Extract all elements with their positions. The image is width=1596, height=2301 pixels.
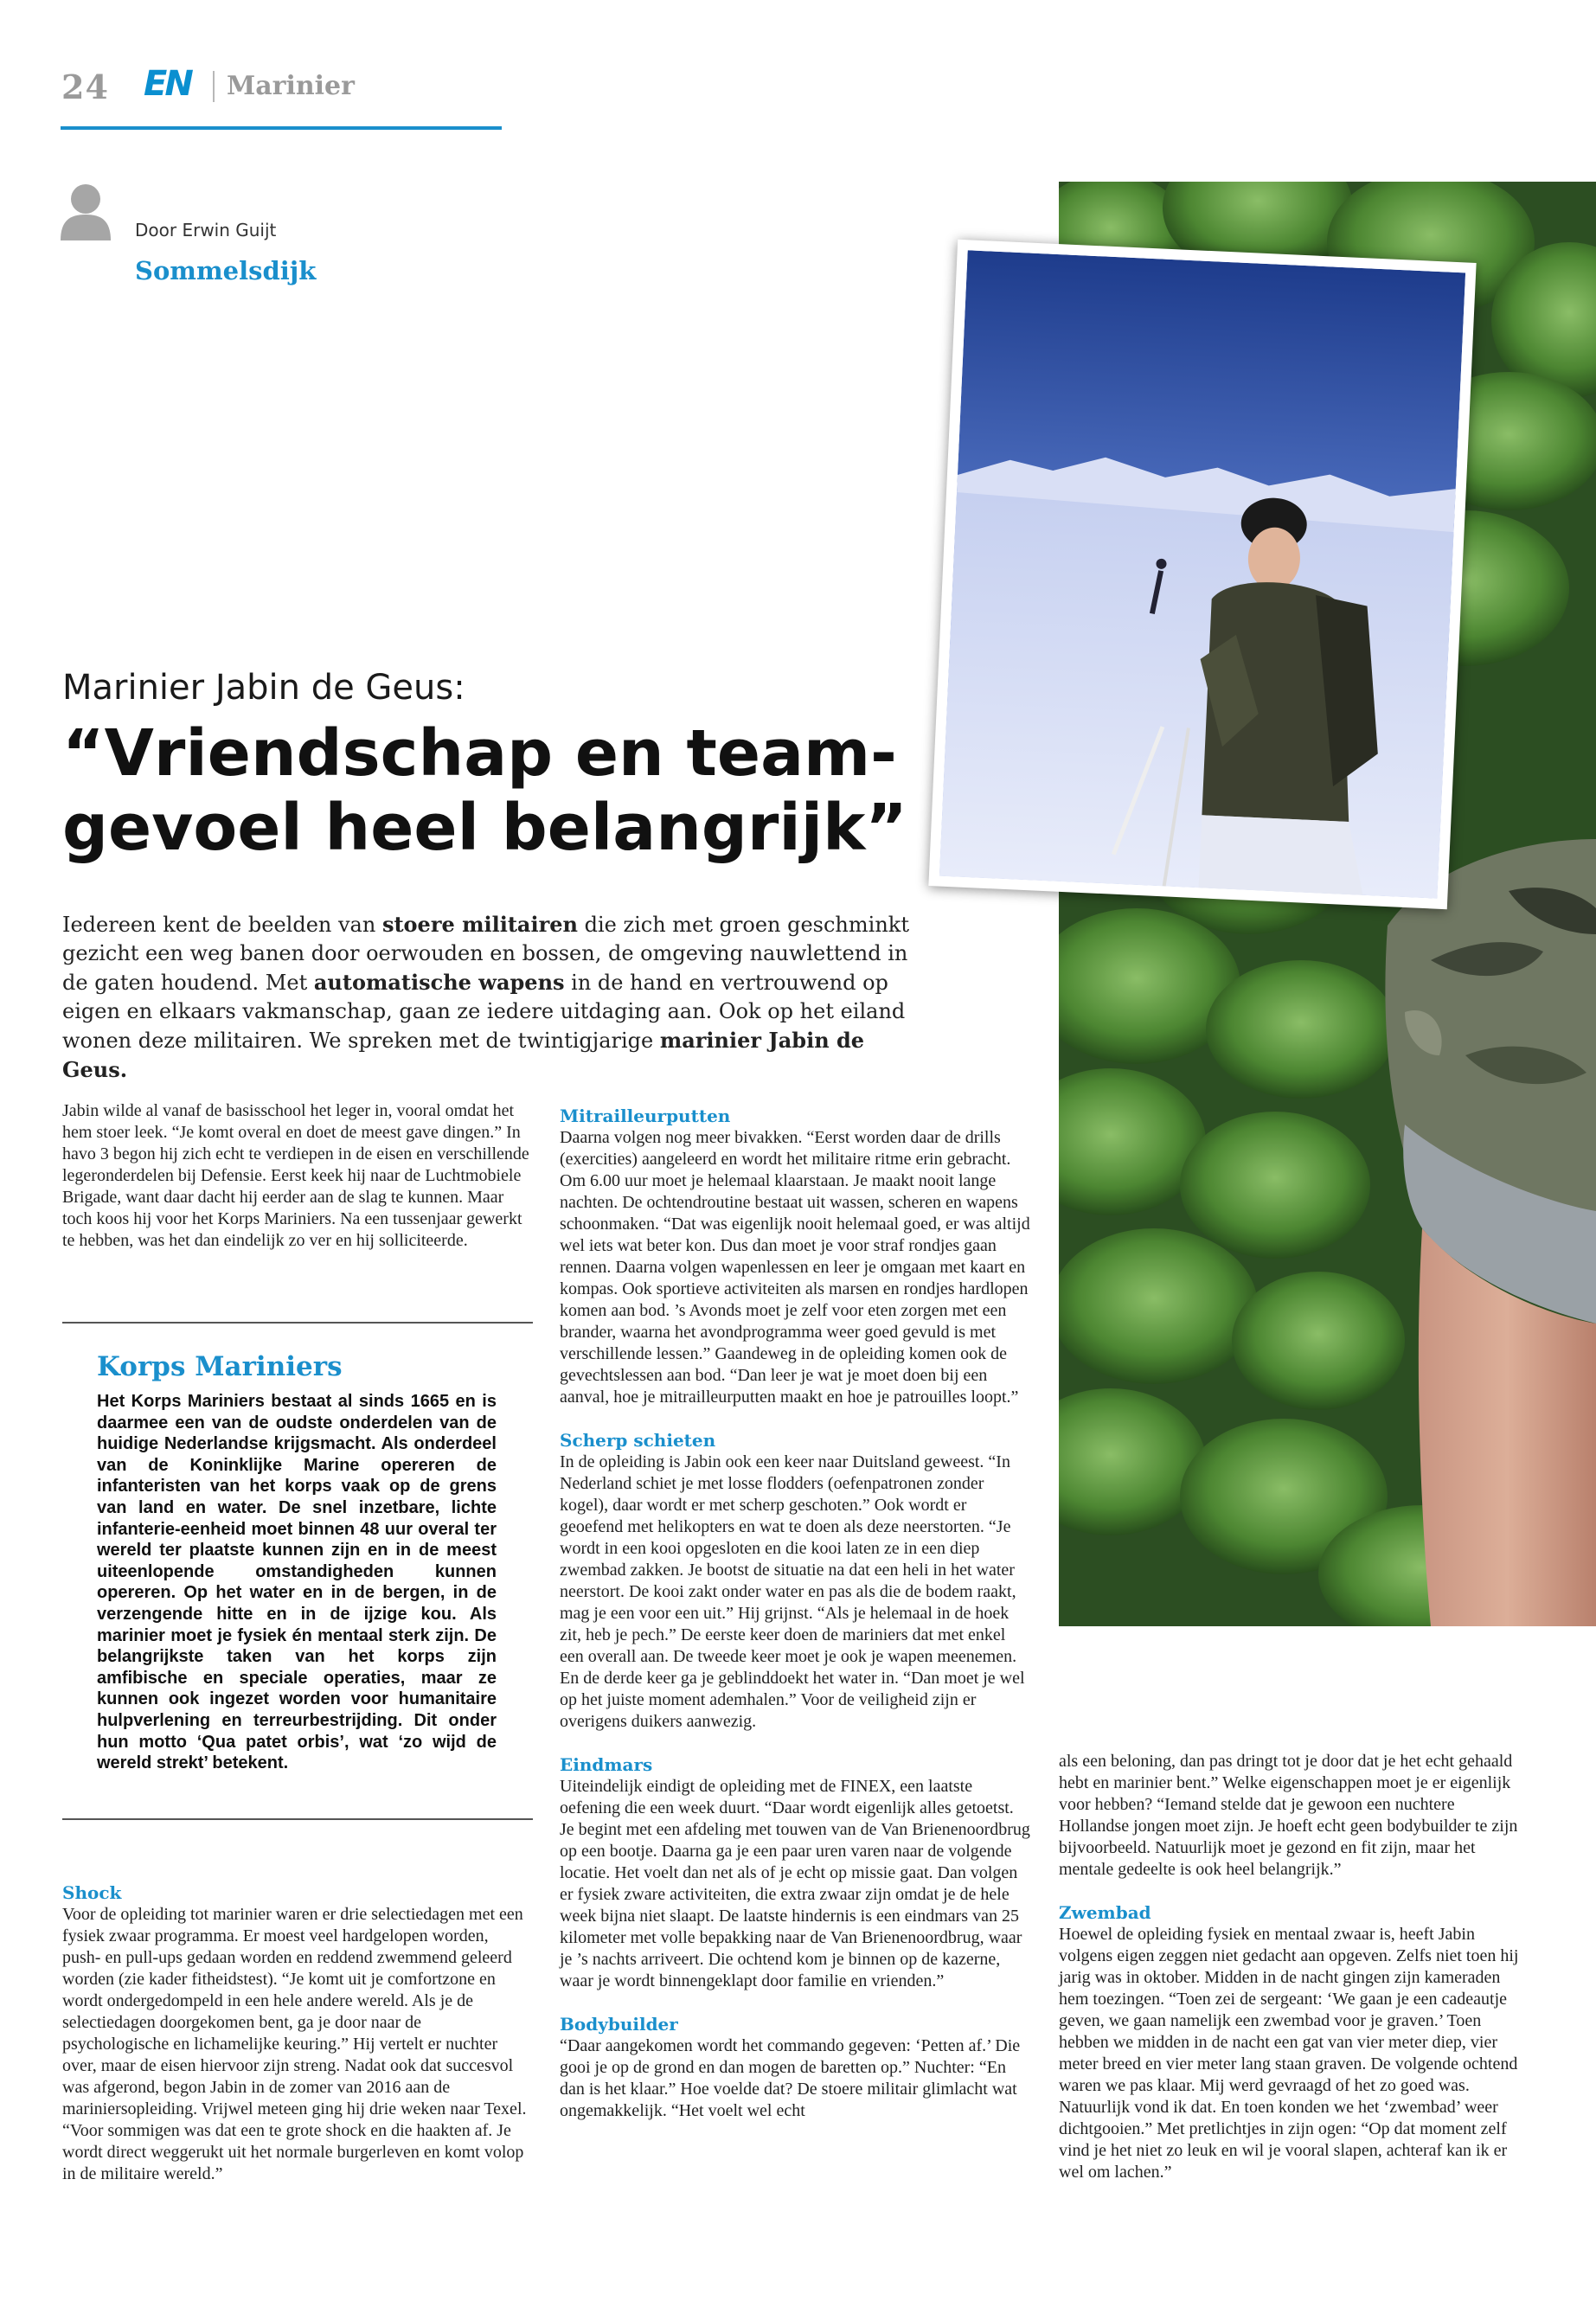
dateline-location: Sommelsdijk [135,256,317,285]
intro-text-3: in de hand en vertrouwend op eigen en elkaars vakmanschap, gaan ze iedere uitdaging aan. Ook op het eiland wonen deze militairen. We spreken met de twintigjarige [62,971,906,1053]
person-icon [61,182,111,240]
continuation-paragraph: als een beloning, dan pas dringt tot je door dat je het echt gehaald hebt en marinier bent.” Welke eigenschappen moet je er eigenlijk voor hebben? “Iemand stelde dat je gewoon een nuchtere Hollandse jongen moet zijn. Je hoeft echt geen bodybuilder te zijn bijvoorbeeld. Natuurlijk moet je gezond en fit zijn, maar het mentale gedeelte is ook heel belangrijk.” [1059,1752,1518,1879]
column-1-shock [62,1882,529,2185]
bodybuilder-paragraph: “Daar aangekomen wordt het commando gegeven: ‘Petten af.’ Die gooi je op de grond en dan mogen de baretten op.” Nuchter: “En dan is het klaar.” Hoe voelde dat? De stoere militair glimlacht wat ongemakkelijk. “Het voelt wel echt [560,2036,1021,2120]
article-intro [62,910,927,1085]
subhead-mitrailleurputten: Mitrailleurputten [560,1106,731,1126]
intro-text-1: Iedereen kent de beelden van [62,913,382,937]
snow-exercise-photo [928,240,1476,909]
article-headline [62,716,945,865]
intro-bold-2: automatische wapens [313,970,565,995]
shock-paragraph: Voor de opleiding tot marinier waren er drie selectiedagen met een fysiek zwaar programma. Er moest veel hardgelopen worden, push- en pull-ups gedaan worden en reddend zwemmend geleerd worden (zie kader fitheidstest). “Je komt uit je comfortzone en wordt ondergedompeld in een hele andere wereld. Als je de selectiedagen doorgekomen bent, ga je door naar de psychologische en lichamelijke keuring.” Hij vertelt er nuchter over, maar de eisen hiervoor zijn streng. Nadat ook dat succesvol was afgerond, begon Jabin in de zomer van 2016 aan de mariniersopleiding. Vrijwel meteen ging hij drie weken naar Texel. “Voor sommigen was dat een te grote shock en die haakten af. Je wordt direct weggerukt uit het normale burgerleven en komt volop in de militaire wereld.” [62,1905,527,2183]
box-top-rule [62,1322,533,1324]
intro-text-2: die zich met groen geschminkt gezicht een weg banen door oerwouden en bossen, de omgeving nauwlettend in de gaten houdend. Met [62,913,909,995]
header-rule [61,126,502,130]
section-name: Marinier [227,71,355,101]
lead-paragraph: Jabin wilde al vanaf de basisschool het leger in, vooral omdat het hem stoer leek. “Je komt overal en doet de meest gave dingen.” In havo 3 begon hij zich echt te verdiepen in de eisen en verschillende legeronderdelen bij Defensie. Eerst keek hij naar de Luchtmobiele Brigade, want daar dacht hij eerder aan de slag te kunnen. Maar toch koos hij voor het Korps Mariniers. Na een tussenjaar gewerkt te hebben, was het dan eindelijk zo ver en hij solliciteerde. [62,1101,529,1250]
subhead-eindmars: Eindmars [560,1754,653,1775]
column-2 [560,1106,1032,2122]
box-title: Korps Mariniers [97,1351,343,1382]
publication-logo: EN [144,64,191,104]
headline-line-1: “Vriendschap en team- [62,716,897,791]
eindmars-paragraph: Uiteindelijk eindigt de opleiding met de FINEX, een laatste oefening die een week duurt. “Daar wordt eigenlijk alles getoetst. Je begint met een afdeling met touwen van de Van Brienenoordbrug op een bootje. Daarna ga je een paar uren varen naar de volgende locatie. Het voelt dan net als of je echt op missie gaat. Dan volgen er fysiek zware activiteiten, die extra zwaar zijn omdat je de hele week bijna niet slaapt. De laatste hindernis is een eindmars van 25 kilometer met volle bepakking naar de Van Brienenoordbrug, waar je ’s nachts arriveert. Die ochtend kom je binnen op de kazerne, waar je wordt binnengeklapt door familie en vrienden.” [560,1777,1030,1990]
subhead-zwembad: Zwembad [1059,1902,1151,1923]
byline: Door Erwin Guijt [135,220,277,240]
intro-bold-3: marinier Jabin de Geus. [62,1028,865,1082]
scherp-schieten-paragraph: In de opleiding is Jabin ook een keer naar Duitsland geweest. “In Nederland schiet je met losse flodders (oefenpatronen zonder kogel), daar wordt er met scherp geschoten.” Ook wordt er geoefend met helikopters en wat te doen als deze neerstorten. “Je wordt in een kooi opgesloten en die kooi laten ze in een diep zwembad zakken. Je bootst de situatie na dat een heli in het water neerstort. De kooi zakt onder water en pas als die de bodem raakt, mag je een voor een uit.” Hij grijnst. “Als je helemaal in de hoek zit, heb je pech.” De eerste keer doen de mariniers dat met enkel een overall aan. De tweede keer moet je ook je wapen meenemen. En de derde keer ga je geblinddoekt het water in. “Dan moet je wel op het juiste moment ademhalen.” Voor de veiligheid zijn er overigens duikers aanwezig. [560,1452,1025,1731]
box-bottom-rule [62,1818,533,1820]
zwembad-paragraph: Hoewel de opleiding fysiek en mentaal zwaar is, heeft Jabin volgens eigen zeggen niet gedacht aan opgeven. Zelfs niet toen hij jarig was in oktober. Midden in de nacht gingen zijn kameraden hem toezingen. “Toen zei de sergeant: ‘We gaan je een cadeautje geven, we gaan namelijk een zwembad voor je graven.’ Toen hebben we midden in de nacht een gat van vier meter diep, vier meter breed en vier meter lang staan graven. De volgende ochtend waren we pas klaar. Mij werd gevraagd of het zo goed was. Natuurlijk vond ik dat. En toen konden we het ‘zwembad’ weer dichtgooien.” Met pretlichtjes in zijn ogen: “Op dat moment zelf vind je het niet zo leuk en wil je vooral slapen, achteraf kan ik er wel om lachen.” [1059,1925,1519,2182]
subhead-scherp-schieten: Scherp schieten [560,1430,716,1451]
mitrailleurputten-paragraph: Daarna volgen nog meer bivakken. “Eerst worden daar de drills (exercities) aangeleerd en wordt het militaire ritme erin gebracht. Om 6.00 uur moet je helemaal klaarstaan. Je maakt nooit lange nachten. De ochtendroutine bestaat uit wassen, scheren en wapens schoonmaken. “Dat was eigenlijk nooit helemaal goed, er was altijd wel iets wat beter kon. Dus dan moet je voor straf rondjes gaan rennen. Daarna volgen wapenlessen en leer je omgaan met kaart en kompas. Ook sportieve activiteiten als marsen en rondjes hardlopen komen aan bod. ’s Avonds moet je zelf voor eten zorgen met een brander, waarna het avondprogramma weer goed gevuld is met verschillende lessen.” Gaandeweg in de opleiding komen ook de gevechtslessen aan bod. “Dan leer je wat je moet doen bij een aanval, hoe je mitrailleurputten maakt en hoe je patrouilles loopt.” [560,1128,1030,1407]
snow-scene-image [939,250,1465,898]
intro-bold-1: stoere militairen [381,912,578,937]
headline-line-2: gevoel heel belangrijk” [62,791,907,865]
article-kicker: Marinier Jabin de Geus: [62,668,465,708]
subhead-bodybuilder: Bodybuilder [560,2014,678,2035]
column-3 [1059,1751,1526,2183]
column-1-lead [62,1100,529,1252]
subhead-shock: Shock [62,1882,122,1903]
header-separator [213,71,215,102]
box-text: Het Korps Mariniers bestaat al sinds 1665 en is daarmee een van de oudste onderdelen van de huidige Nederlandse krijgsmacht. Als onderdeel van de Koninklijke Marine opereren de infanteristen van het korps vaak op de grens van land en water. De snel inzetbare, lichte infanterie-eenheid moet binnen 48 uur overal ter wereld ter plaatste kunnen zijn en in de meest uiteenlopende omstandigheden kunnen opereren. Op het water en in de bergen, in de verzengende hitte en in de ijzige kou. Als marinier moet je fysiek én mentaal sterk zijn. De belangrijkste taken van het korps zijn amfibische en speciale operaties, maar ze kunnen ook ingezet worden voor humanitaire hulpverlening en terreurbestrijding. Dit onder hun motto ‘Qua patet orbis’, wat ‘zo wijd de wereld strekt’ betekent. [97,1392,497,1773]
page-number: 24 [61,67,109,106]
